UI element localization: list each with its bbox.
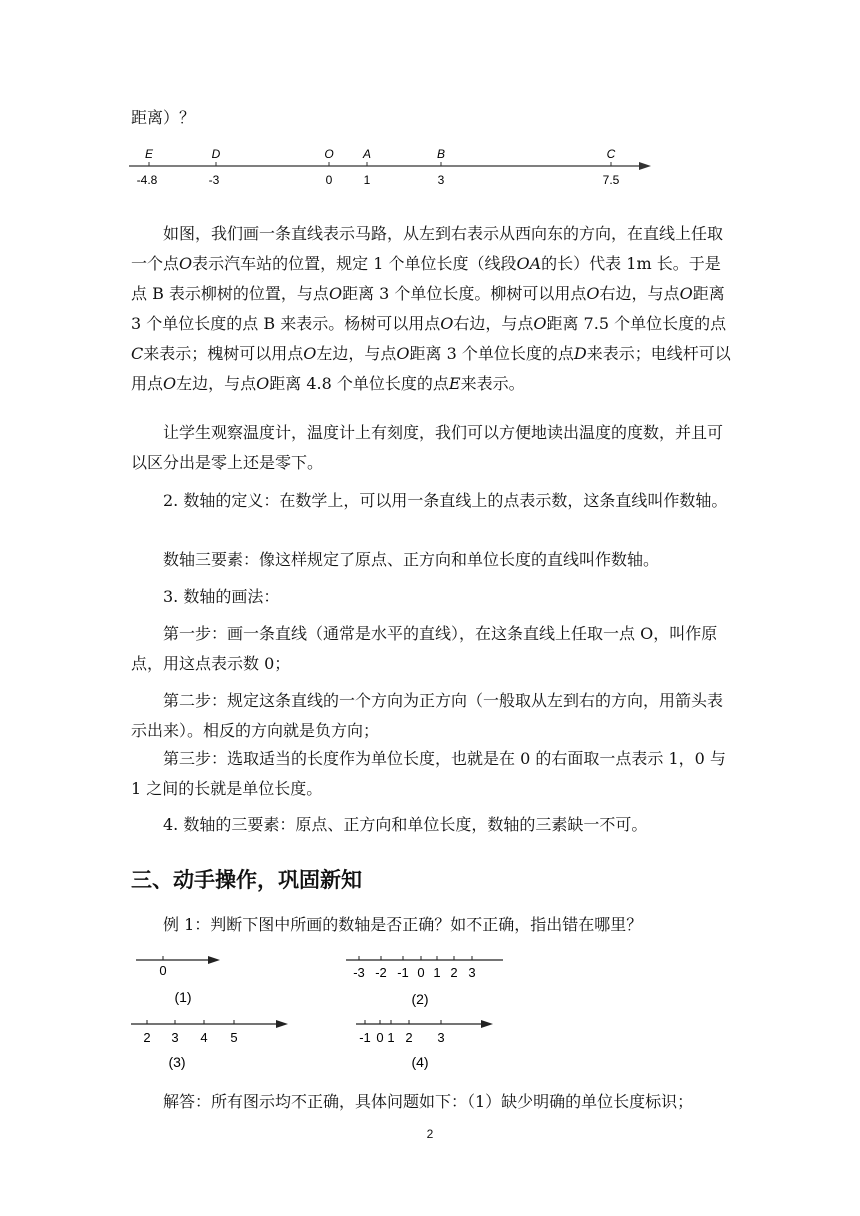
thermometer-paragraph: 让学生观察温度计，温度计上有刻度，我们可以方便地读出温度的度数，并且可以区分出是零上还是零下。 xyxy=(131,423,724,472)
figure-1-label: 0 xyxy=(159,963,167,978)
point-D-letter: D xyxy=(211,147,221,161)
figure-3-caption: (3) xyxy=(168,1054,186,1070)
figure-2-label: 0 xyxy=(417,965,425,980)
figure-2 xyxy=(345,950,510,1010)
three-elements-paragraph: 数轴三要素：像这样规定了原点、正方向和单位长度的直线叫作数轴。 xyxy=(163,550,660,569)
point-C-letter: C xyxy=(606,147,616,161)
figure-4-label: -1 xyxy=(359,1030,371,1045)
point-O xyxy=(324,147,333,187)
point-D-value: -3 xyxy=(208,173,220,187)
number-line-definition: 2. 数轴的定义：在数学上，可以用一条直线上的点表示数，这条直线叫作数轴。 xyxy=(163,491,728,510)
figure-2-label: -1 xyxy=(397,965,409,980)
figure-1-caption: (1) xyxy=(174,989,192,1005)
point-O-value: 0 xyxy=(325,173,333,187)
point-E-value: -4.8 xyxy=(136,173,158,187)
drawing-method-title: 3. 数轴的画法： xyxy=(163,587,280,606)
point-B xyxy=(437,147,445,187)
figure-4-label: 0 xyxy=(376,1030,384,1045)
road-explanation-paragraph: 如图，我们画一条直线表示马路，从左到右表示从西向东的方向，在直线上任取一个点O表示汽车站的位置，规定 1 个单位长度（线段OA的长）代表 1m 长。于是点 B 表示柳树的位置，与点O距离 3 个单位长度。柳树可以用点O右边，与点O距离 3 个单位长度的点 B 来表示。杨树可以用点O右边，与点O距离 7.5 个单位长度的点C来表示；槐树可以用点O左边，与点O距离 3 个单位长度的点D来表示；电线杆可以用点O左边，与点O距离 4.8 个单位长度的点E来表示。 xyxy=(131,224,731,393)
figure-3 xyxy=(130,1012,295,1074)
point-C-value: 7.5 xyxy=(602,173,620,187)
figure-3-label: 5 xyxy=(230,1030,238,1045)
point-A-letter: A xyxy=(362,147,372,161)
figure-2-label: -3 xyxy=(353,965,365,980)
figure-3-label: 2 xyxy=(143,1030,151,1045)
figure-4-label: 3 xyxy=(437,1030,445,1045)
figure-2-label: 1 xyxy=(433,965,441,980)
section-heading: 三、动手操作，巩固新知 xyxy=(131,868,362,892)
point-B-letter: B xyxy=(436,147,446,161)
figure-4 xyxy=(355,1012,500,1074)
step-one-paragraph: 第一步：画一条直线（通常是水平的直线），在这条直线上任取一点 O，叫作原点，用这点表示数 0； xyxy=(131,624,718,673)
three-elements-summary: 4. 数轴的三要素：原点、正方向和单位长度，数轴的三素缺一不可。 xyxy=(163,815,648,834)
point-O-letter: O xyxy=(324,147,334,161)
figure-2-label: 2 xyxy=(450,965,458,980)
step-two-paragraph: 第二步：规定这条直线的一个方向为正方向（一般取从左到右的方向，用箭头表示出来）。相反的方向就是负方向； xyxy=(131,691,724,740)
figure-4-caption: (4) xyxy=(411,1054,429,1070)
point-B-value: 3 xyxy=(437,173,445,187)
figure-2-caption: (2) xyxy=(411,991,429,1007)
point-E-letter: E xyxy=(144,147,154,161)
figure-3-label: 4 xyxy=(200,1030,208,1045)
step-three-paragraph: 第三步：选取适当的长度作为单位长度，也就是在 0 的右面取一点表示 1，0 与 1 之间的长就是单位长度。 xyxy=(131,749,726,798)
road-number-line xyxy=(125,143,655,195)
point-C xyxy=(603,147,620,187)
question-fragment: 距离）？ xyxy=(131,108,196,127)
point-E xyxy=(137,147,158,187)
figure-1 xyxy=(130,950,230,1010)
figure-2-label: -2 xyxy=(375,965,387,980)
figure-2-label: 3 xyxy=(468,965,476,980)
point-A-value: 1 xyxy=(363,173,371,187)
figure-3-label: 3 xyxy=(171,1030,179,1045)
answer-paragraph: 解答：所有图示均不正确，具体问题如下：（1）缺少明确的单位长度标识； xyxy=(163,1092,694,1111)
point-D xyxy=(209,147,221,187)
point-A xyxy=(362,147,371,187)
example-question: 例 1：判断下图中所画的数轴是否正确？如不正确，指出错在哪里？ xyxy=(163,915,643,934)
figure-4-label: 2 xyxy=(405,1030,413,1045)
page-number: 2 xyxy=(426,1127,434,1141)
figure-4-label: 1 xyxy=(387,1030,395,1045)
